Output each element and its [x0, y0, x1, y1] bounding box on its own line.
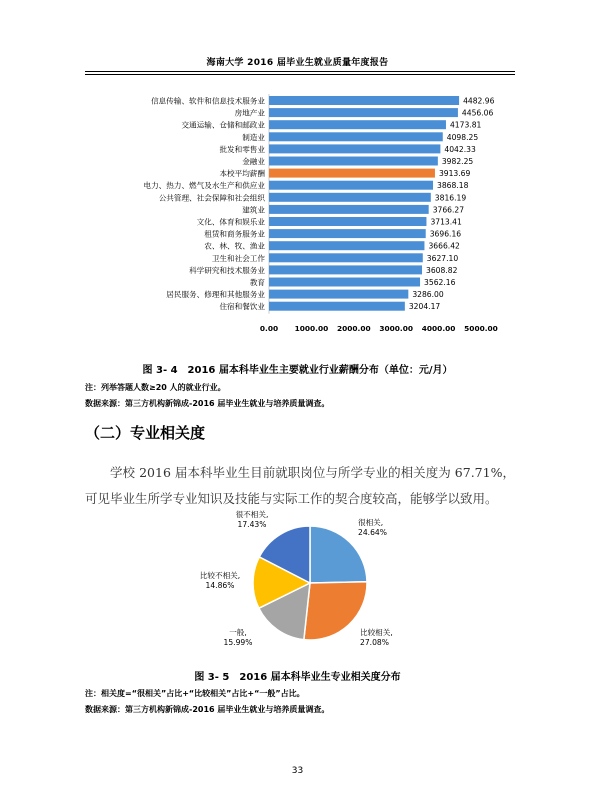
category-label: 制造业	[242, 132, 265, 142]
bar	[269, 302, 405, 311]
bar	[269, 132, 443, 141]
category-label: 电力、热力、燃气及水生产和供应业	[143, 181, 265, 191]
bar-value-label: 4098.25	[446, 132, 479, 142]
bar-value-label: 4042.33	[444, 144, 476, 154]
pie-slice-value-label: 15.99%	[223, 638, 253, 647]
salary-bar-chart	[85, 92, 515, 342]
figure-caption-relevance: 图 3- 5 2016 届本科毕业生专业相关度分布	[194, 672, 401, 683]
category-label: 农、林、牧、渔业	[204, 241, 265, 251]
bar-value-label: 4456.06	[461, 108, 494, 118]
category-label: 卫生和社会工作	[211, 253, 265, 263]
figure-source-relevance: 数据来源：第三方机构新锦成-2016 届毕业生就业与培养质量调查。	[85, 705, 330, 714]
bar-value-label: 4173.81	[449, 120, 482, 130]
category-label: 批发和零售业	[219, 144, 265, 154]
bar	[269, 265, 422, 274]
figure-note-salary: 注：列举答题人数≥20 人的就业行业。	[85, 383, 226, 392]
header-rule	[85, 71, 515, 72]
bar-value-label: 3666.42	[428, 241, 460, 251]
category-label: 居民服务、修理和其他服务业	[166, 290, 265, 300]
bar	[269, 290, 408, 299]
bar-highlight	[269, 169, 435, 178]
category-label: 住宿和餐饮业	[219, 302, 265, 312]
bar	[269, 193, 431, 202]
figure-source-salary: 数据来源：第三方机构新锦成-2016 届毕业生就业与培养质量调查。	[85, 399, 330, 408]
bar-value-label: 3713.41	[430, 217, 462, 227]
bar	[269, 157, 438, 166]
bar	[269, 278, 420, 287]
bar	[269, 144, 440, 153]
category-label: 教育	[249, 278, 265, 287]
relevance-pie-chart	[180, 508, 440, 658]
x-tick-label: 1000.00	[294, 323, 329, 333]
x-tick-label: 0.00	[259, 323, 279, 333]
pie-slice-value-label: 27.08%	[360, 638, 389, 647]
category-label: 科学研究和技术服务业	[189, 265, 265, 275]
page-number: 33	[291, 766, 304, 776]
bar	[269, 181, 433, 190]
figure-caption-salary: 图 3- 4 2016 届本科毕业生主要就业行业薪酬分布（单位：元/月）	[142, 365, 453, 376]
category-label: 金融业	[242, 157, 265, 166]
category-label: 本校平均薪酬	[219, 169, 265, 179]
bar-value-label: 3982.25	[441, 157, 474, 166]
bar-value-label: 3696.16	[429, 229, 462, 239]
pie-slice-label: 很相关,	[358, 518, 384, 527]
body-paragraph: 学校 2016 届本科毕业生目前就职岗位与所学专业的相关度为 67.71%，可见毕业生所学专业知识及技能与实际工作的契合度较高，能够学以致用。	[85, 465, 515, 506]
bar-value-label: 3627.10	[426, 253, 459, 263]
header-rule-thin	[85, 74, 515, 75]
bar-value-label: 3286.00	[412, 290, 444, 300]
pie-slice-label: 一般,	[229, 628, 247, 637]
bar	[269, 96, 459, 105]
bar	[269, 205, 429, 214]
bar-value-label: 3913.69	[438, 169, 471, 179]
bar	[269, 217, 426, 226]
bar	[269, 108, 458, 117]
bar-value-label: 4482.96	[463, 96, 495, 106]
pie-slice-label: 很不相关,	[235, 510, 269, 519]
pie-slice-value-label: 24.64%	[358, 528, 387, 537]
category-label: 信息传输、软件和信息技术服务业	[151, 96, 265, 106]
pie-slice-value-label: 17.43%	[237, 520, 267, 529]
x-tick-label: 3000.00	[379, 323, 414, 333]
section-heading: （二）专业相关度	[85, 424, 206, 442]
category-label: 房地产业	[234, 108, 265, 118]
category-label: 文化、体育和娱乐业	[196, 217, 265, 227]
x-tick-label: 5000.00	[464, 323, 498, 333]
figure-note-relevance: 注：相关度=“很相关”占比+“比较相关”占比+“一般”占比。	[85, 689, 305, 698]
bar	[269, 241, 424, 250]
bar-value-label: 3204.17	[408, 302, 441, 312]
bar-value-label: 3868.18	[437, 181, 469, 191]
pie-slice	[304, 582, 367, 640]
report-header-title: 海南大学 2016 届毕业生就业质量年度报告	[206, 58, 389, 68]
bar	[269, 253, 423, 262]
pie-slice-value-label: 14.86%	[205, 581, 235, 590]
pie-slice-label: 比较相关,	[360, 628, 393, 637]
pie-slice-label: 比较不相关,	[199, 571, 241, 580]
x-tick-label: 2000.00	[336, 323, 371, 333]
bar	[269, 120, 446, 129]
bar-value-label: 3562.16	[424, 278, 456, 287]
x-tick-label: 4000.00	[421, 323, 456, 333]
category-label: 交通运输、仓储和邮政业	[181, 120, 265, 130]
bar-value-label: 3766.27	[432, 205, 465, 215]
category-label: 建筑业	[242, 205, 265, 215]
bar	[269, 229, 426, 238]
category-label: 租赁和商务服务业	[204, 229, 265, 239]
bar-value-label: 3816.19	[434, 193, 467, 203]
category-label: 公共管理、社会保障和社会组织	[158, 193, 265, 203]
bar-value-label: 3608.82	[426, 265, 458, 275]
